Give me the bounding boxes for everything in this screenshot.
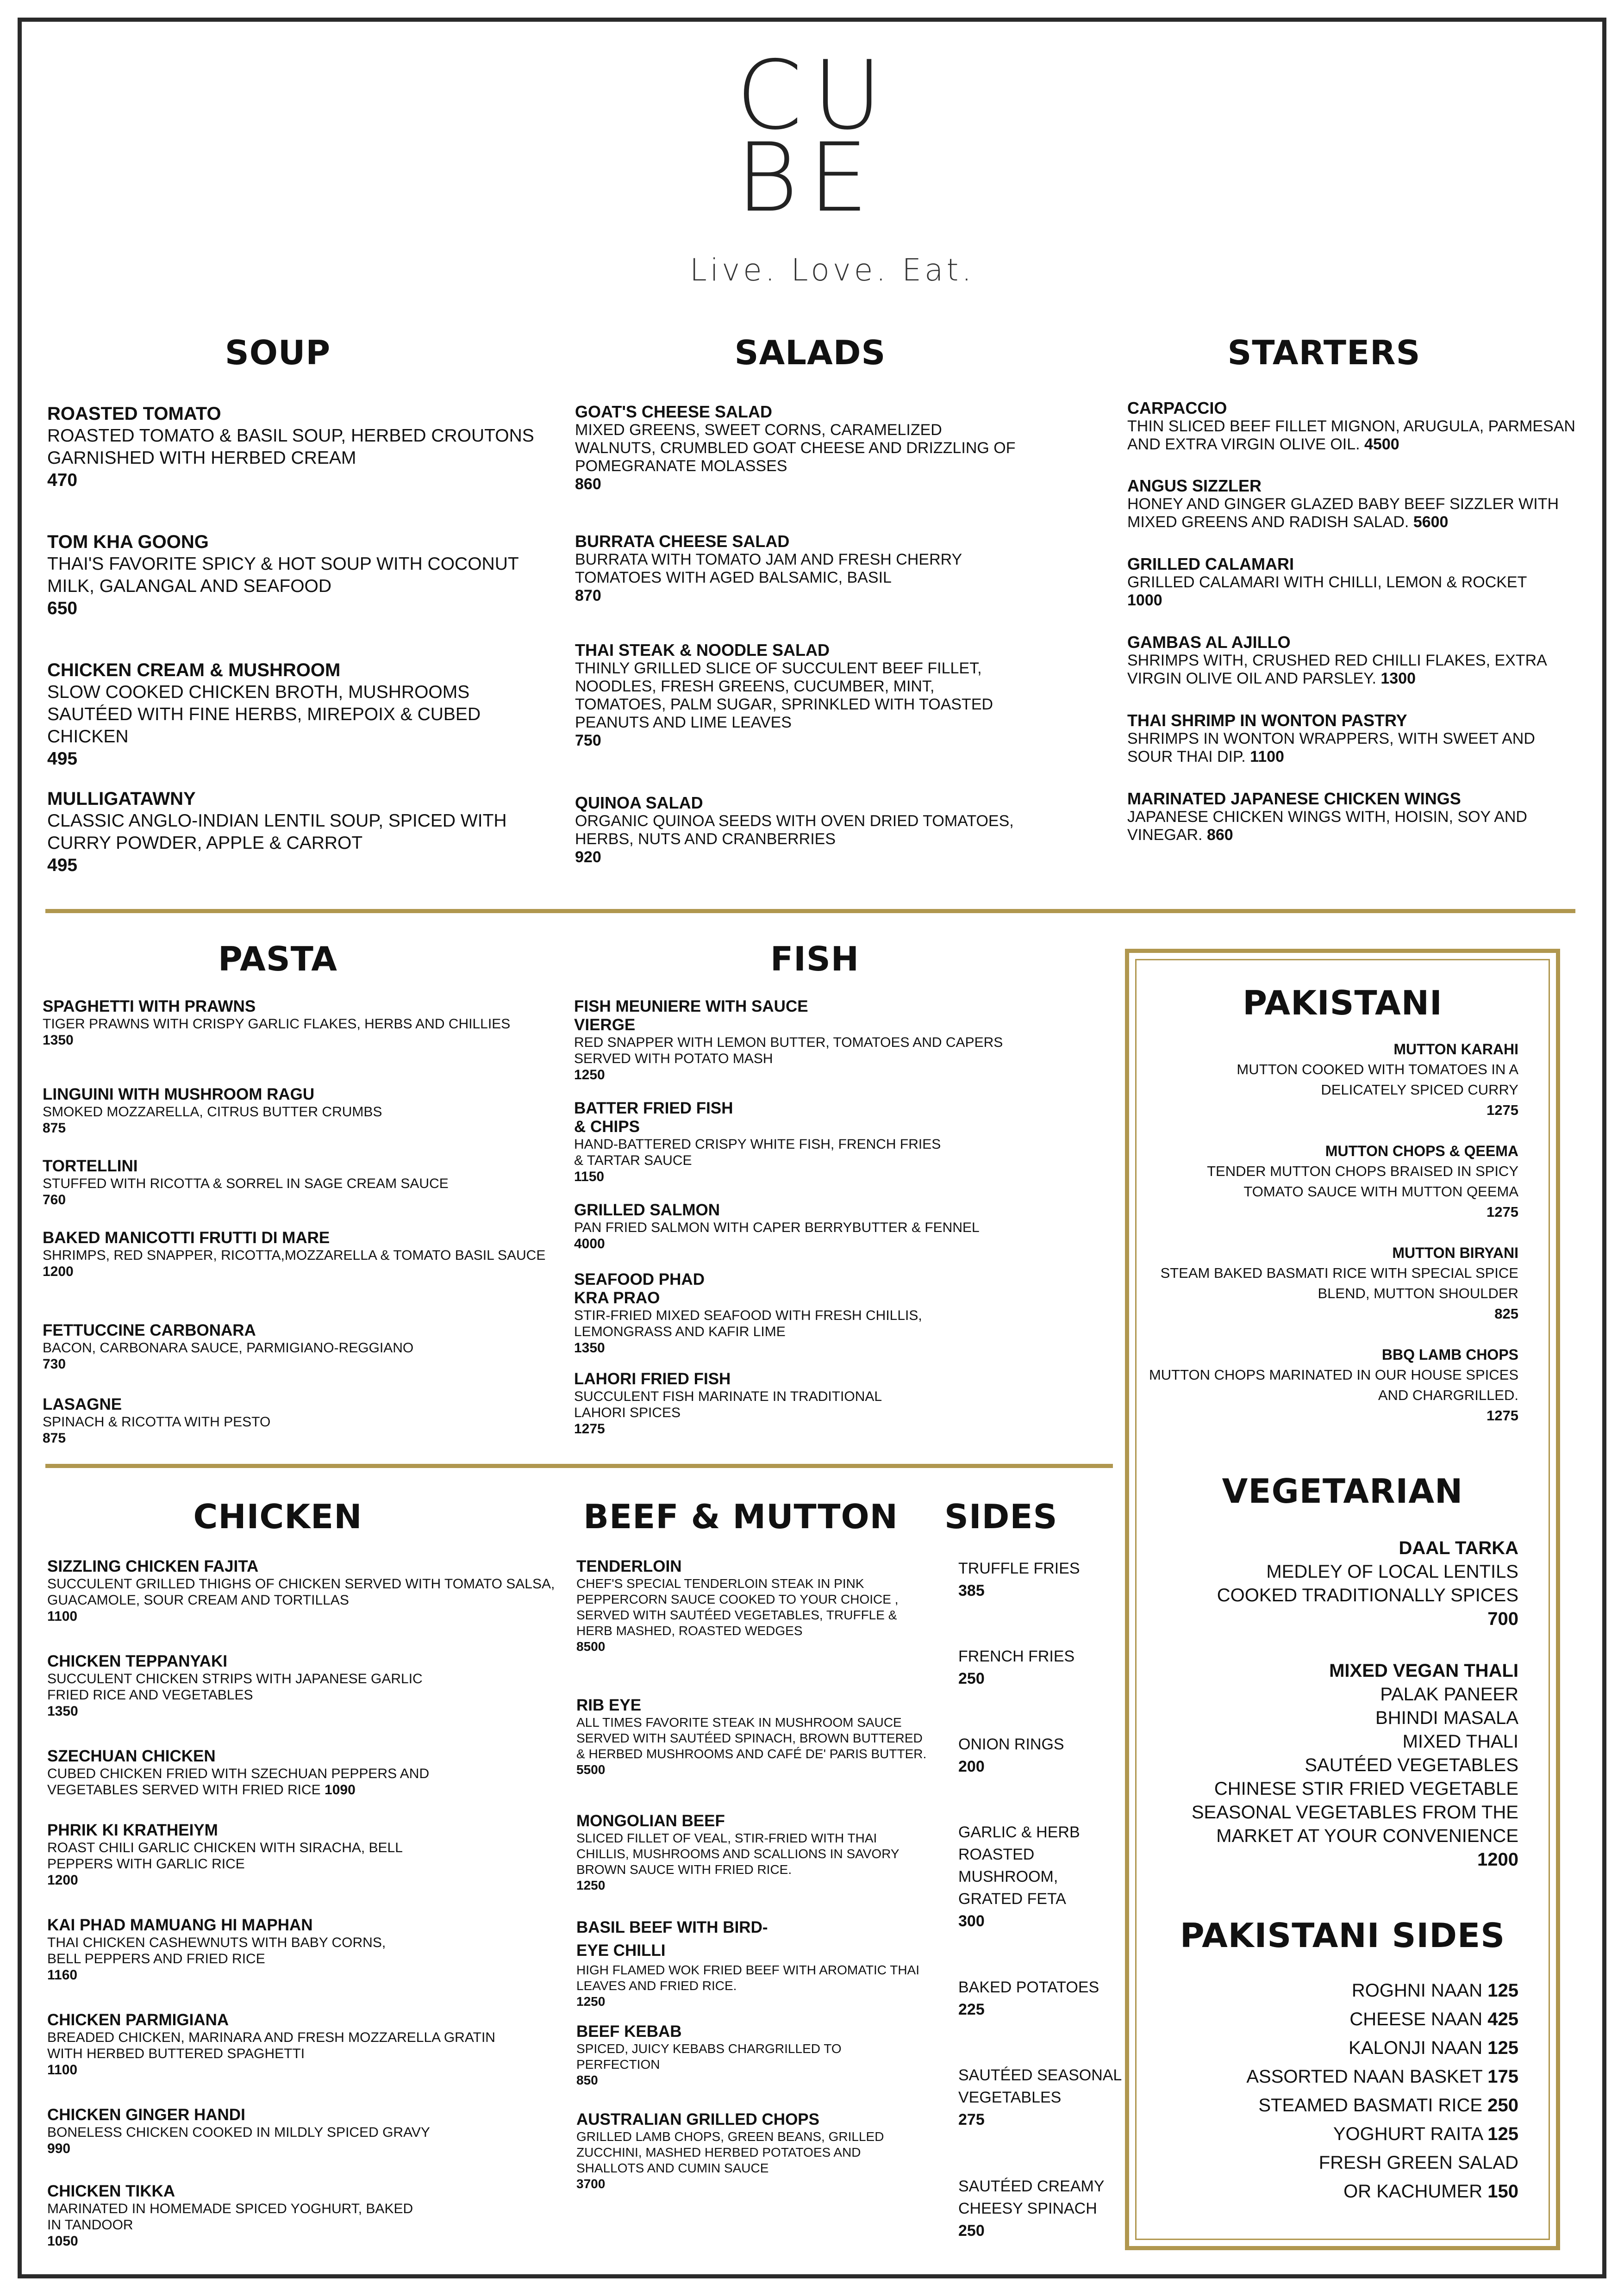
salad-item: GOAT'S CHEESE SALAD MIXED GREENS, SWEET CORNS, CARAMELIZED WALNUTS, CRUMBLED GOAT CHEESE AND DRIZZLING OF POMEGRANATE MOLASSES 860 bbox=[575, 402, 1016, 493]
pasta-item: LINGUINI WITH MUSHROOM RAGU SMOKED MOZZARELLA, CITRUS BUTTER CRUMBS 875 bbox=[43, 1085, 382, 1136]
fish-item: GRILLED SALMON PAN FRIED SALMON WITH CAPER BERRYBUTTER & FENNEL 4000 bbox=[574, 1201, 980, 1251]
soup-item: ROASTED TOMATO ROASTED TOMATO & BASIL SOUP, HERBED CROUTONS GARNISHED WITH HERBED CREAM 470 bbox=[47, 404, 534, 490]
fish-item: SEAFOOD PHAD KRA PRAO STIR-FRIED MIXED SEAFOOD WITH FRESH CHILLIS, LEMONGRASS AND KAFIR LIME 1350 bbox=[574, 1270, 922, 1356]
pakistani-side-row: STEAMED BASMATI RICE 250 bbox=[1258, 2095, 1518, 2116]
starter-item: GRILLED CALAMARI GRILLED CALAMARI WITH CHILLI, LEMON & ROCKET 1000 bbox=[1127, 554, 1527, 609]
chicken-item: CHICKEN PARMIGIANA BREADED CHICKEN, MARINARA AND FRESH MOZZARELLA GRATIN WITH HERBED BUTTERED SPAGHETTI 1100 bbox=[47, 2011, 495, 2078]
vegetarian-item-daal: DAAL TARKA MEDLEY OF LOCAL LENTILS COOKED TRADITIONALLY SPICES 700 bbox=[1217, 1538, 1518, 1629]
pakistani-item: BBQ LAMB CHOPS MUTTON CHOPS MARINATED IN OUR HOUSE SPICES AND CHARGRILLED. 1275 bbox=[1149, 1346, 1518, 1424]
chicken-item: KAI PHAD MAMUANG HI MAPHAN THAI CHICKEN CASHEWNUTS WITH BABY CORNS, BELL PEPPERS AND FRIED RICE 1160 bbox=[47, 1916, 386, 1983]
starter-item: ANGUS SIZZLER HONEY AND GINGER GLAZED BABY BEEF SIZZLER WITH MIXED GREENS AND RADISH SALAD. 5600 bbox=[1127, 476, 1559, 531]
side-item: SAUTÉED SEASONAL VEGETABLES 275 bbox=[958, 2066, 1122, 2128]
chicken-item: SIZZLING CHICKEN FAJITA SUCCULENT GRILLED THIGHS OF CHICKEN SERVED WITH TOMATO SALSA, GUACAMOLE, SOUR CREAM AND TORTILLAS 1100 bbox=[47, 1557, 555, 1624]
beef-mutton-item: AUSTRALIAN GRILLED CHOPS GRILLED LAMB CHOPS, GREEN BEANS, GRILLED ZUCCHINI, MASHED HERBED POTATOES AND SHALLOTS AND CUMIN SAUCE 3700 bbox=[576, 2110, 884, 2191]
pakistani-heading: PAKISTANI bbox=[1243, 983, 1443, 1022]
side-item: FRENCH FRIES 250 bbox=[958, 1648, 1075, 1687]
chicken-item: CHICKEN TEPPANYAKI SUCCULENT CHICKEN STRIPS WITH JAPANESE GARLIC FRIED RICE AND VEGETABLES 1350 bbox=[47, 1652, 423, 1719]
beef-mutton-item: BASIL BEEF WITH BIRD-EYE CHILLI HIGH FLAMED WOK FRIED BEEF WITH AROMATIC THAI LEAVES AND FRIED RICE. 1250 bbox=[576, 1918, 920, 2009]
logo-line-1: CU bbox=[736, 41, 893, 151]
pakistani-side-row: OR KACHUMER 150 bbox=[1343, 2181, 1518, 2202]
sides-heading: SIDES bbox=[944, 1497, 1058, 1536]
beef-mutton-item: MONGOLIAN BEEF SLICED FILLET OF VEAL, STIR-FRIED WITH THAI CHILLIS, MUSHROOMS AND SCALLIONS IN SAVORY BROWN SAUCE WITH FRIED RICE. 1250 bbox=[576, 1812, 899, 1892]
pakistani-side-row: YOGHURT RAITA 125 bbox=[1333, 2124, 1518, 2144]
chicken-item: PHRIK KI KRATHEIYM ROAST CHILI GARLIC CHICKEN WITH SIRACHA, BELL PEPPERS WITH GARLIC RICE 1200 bbox=[47, 1821, 402, 1888]
pasta-item: SPAGHETTI WITH PRAWNS TIGER PRAWNS WITH CRISPY GARLIC FLAKES, HERBS AND CHILLIES 1350 bbox=[43, 997, 511, 1048]
soup-heading: SOUP bbox=[225, 333, 331, 372]
starter-item: THAI SHRIMP IN WONTON PASTRY SHRIMPS IN WONTON WRAPPERS, WITH SWEET AND SOUR THAI DIP. 1100 bbox=[1127, 711, 1535, 765]
beef-mutton-item: BEEF KEBAB SPICED, JUICY KEBABS CHARGRILLED TO PERFECTION 850 bbox=[576, 2022, 842, 2087]
pakistani-side-row: ROGHNI NAAN 125 bbox=[1351, 1980, 1518, 2001]
salads-heading: SALADS bbox=[734, 333, 886, 372]
side-item: GARLIC & HERB ROASTED MUSHROOM, GRATED FETA 300 bbox=[958, 1823, 1080, 1930]
chicken-item: SZECHUAN CHICKEN CUBED CHICKEN FRIED WITH SZECHUAN PEPPERS AND VEGETABLES SERVED WITH FRIED RICE 1090 bbox=[47, 1747, 430, 1798]
pasta-item: BAKED MANICOTTI FRUTTI DI MARE SHRIMPS, RED SNAPPER, RICOTTA,MOZZARELLA & TOMATO BASIL SAUCE 1200 bbox=[43, 1229, 546, 1279]
chicken-item: CHICKEN GINGER HANDI BONELESS CHICKEN COOKED IN MILDLY SPICED GRAVY 990 bbox=[47, 2106, 430, 2156]
divider-middle bbox=[45, 1464, 1113, 1468]
pasta-item: LASAGNE SPINACH & RICOTTA WITH PESTO 875 bbox=[43, 1395, 271, 1446]
pasta-heading: PASTA bbox=[218, 940, 337, 978]
beef-mutton-item: TENDERLOIN CHEF'S SPECIAL TENDERLOIN STEAK IN PINK PEPPERCORN SAUCE COOKED TO YOUR CHOICE , SERVED WITH SAUTÉED VEGETABLES, TRUFFLE & HERB MASHED, ROASTED WEDGES 8500 bbox=[576, 1557, 899, 1654]
chicken-item: CHICKEN TIKKA MARINATED IN HOMEMADE SPICED YOGHURT, BAKED IN TANDOOR 1050 bbox=[47, 2182, 413, 2249]
starter-item: MARINATED JAPANESE CHICKEN WINGS JAPANESE CHICKEN WINGS WITH, HOISIN, SOY AND VINEGAR. 860 bbox=[1127, 789, 1527, 844]
salad-item: THAI STEAK & NOODLE SALAD THINLY GRILLED SLICE OF SUCCULENT BEEF FILLET, NOODLES, FRESH GREENS, CUCUMBER, MINT, TOMATOES, PALM SUGAR, SPRINKLED WITH TOASTED PEANUTS AND LIME LEAVES 750 bbox=[575, 641, 993, 749]
pakistani-sides-list bbox=[1148, 1976, 1518, 2206]
side-item: BAKED POTATOES 225 bbox=[958, 1979, 1099, 2018]
brand-logo bbox=[736, 41, 893, 233]
fish-heading: FISH bbox=[770, 940, 860, 978]
soup-item: TOM KHA GOONG THAI'S FAVORITE SPICY & HOT SOUP WITH COCONUT MILK, GALANGAL AND SEAFOOD 650 bbox=[47, 532, 518, 618]
beef-mutton-item: RIB EYE ALL TIMES FAVORITE STEAK IN MUSHROOM SAUCE SERVED WITH SAUTÉED SPINACH, BROWN BUTTERED & HERBED MUSHROOMS AND CAFÉ DE' PARIS BUTTER. 5500 bbox=[576, 1696, 927, 1777]
starter-item: CARPACCIO THIN SLICED BEEF FILLET MIGNON, ARUGULA, PARMESAN AND EXTRA VIRGIN OLIVE OIL. 4500 bbox=[1127, 398, 1575, 453]
side-item: TRUFFLE FRIES 385 bbox=[958, 1560, 1080, 1599]
pakistani-item: MUTTON CHOPS & QEEMA TENDER MUTTON CHOPS BRAISED IN SPICY TOMATO SAUCE WITH MUTTON QEEMA 1275 bbox=[1207, 1143, 1518, 1220]
fish-item: LAHORI FRIED FISH SUCCULENT FISH MARINATE IN TRADITIONAL LAHORI SPICES 1275 bbox=[574, 1370, 881, 1437]
side-item: SAUTÉED CREAMY CHEESY SPINACH 250 bbox=[958, 2178, 1104, 2240]
chicken-heading: CHICKEN bbox=[193, 1497, 362, 1536]
soup-item: MULLIGATAWNY CLASSIC ANGLO-INDIAN LENTIL SOUP, SPICED WITH CURRY POWDER, APPLE & CARROT 495 bbox=[47, 789, 507, 875]
vegetarian-heading: VEGETARIAN bbox=[1222, 1472, 1463, 1511]
fish-item: BATTER FRIED FISH & CHIPS HAND-BATTERED CRISPY WHITE FISH, FRENCH FRIES & TARTAR SAUCE 1150 bbox=[574, 1099, 941, 1184]
starters-heading: STARTERS bbox=[1227, 333, 1421, 372]
logo-line-2: BE bbox=[736, 123, 879, 233]
divider-top bbox=[45, 909, 1575, 913]
pasta-item: FETTUCCINE CARBONARA BACON, CARBONARA SAUCE, PARMIGIANO-REGGIANO 730 bbox=[43, 1321, 414, 1372]
pakistani-sides-heading: PAKISTANI SIDES bbox=[1180, 1916, 1505, 1955]
beef-mutton-heading: BEEF & MUTTON bbox=[583, 1497, 898, 1536]
pakistani-side-row: CHEESE NAAN 425 bbox=[1349, 2009, 1518, 2029]
pakistani-item: MUTTON KARAHI MUTTON COOKED WITH TOMATOES IN A DELICATELY SPICED CURRY 1275 bbox=[1237, 1041, 1518, 1118]
salad-item: QUINOA SALAD ORGANIC QUINOA SEEDS WITH OVEN DRIED TOMATOES, HERBS, NUTS AND CRANBERRIES 920 bbox=[575, 793, 1014, 866]
pakistani-side-row: KALONJI NAAN 125 bbox=[1349, 2038, 1518, 2058]
vegetarian-item-thali: MIXED VEGAN THALI PALAK PANEER BHINDI MASALA MIXED THALI SAUTÉED VEGETABLES CHINESE STIR FRIED VEGETABLE SEASONAL VEGETABLES FROM THE MARKET AT YOUR CONVENIENCE 1200 bbox=[1191, 1661, 1518, 1870]
pakistani-item: MUTTON BIRYANI STEAM BAKED BASMATI RICE WITH SPECIAL SPICE BLEND, MUTTON SHOULDER 825 bbox=[1160, 1244, 1518, 1322]
pakistani-side-row: FRESH GREEN SALAD bbox=[1318, 2153, 1518, 2173]
fish-item: FISH MEUNIERE WITH SAUCE VIERGE RED SNAPPER WITH LEMON BUTTER, TOMATOES AND CAPERS SERVED WITH POTATO MASH 1250 bbox=[574, 997, 1003, 1083]
side-item: ONION RINGS 200 bbox=[958, 1736, 1064, 1775]
pasta-item: TORTELLINI STUFFED WITH RICOTTA & SORREL IN SAGE CREAM SAUCE 760 bbox=[43, 1157, 449, 1207]
pakistani-side-row: ASSORTED NAAN BASKET 175 bbox=[1246, 2066, 1518, 2087]
salad-item: BURRATA CHEESE SALAD BURRATA WITH TOMATO JAM AND FRESH CHERRY TOMATOES WITH AGED BALSAMIC, BASIL 870 bbox=[575, 532, 962, 604]
starter-item: GAMBAS AL AJILLO SHRIMPS WITH, CRUSHED RED CHILLI FLAKES, EXTRA VIRGIN OLIVE OIL AND PARSLEY. 1300 bbox=[1127, 633, 1546, 687]
brand-tagline: Live. Love. Eat. bbox=[690, 252, 975, 288]
soup-item: CHICKEN CREAM & MUSHROOM SLOW COOKED CHICKEN BROTH, MUSHROOMS SAUTÉED WITH FINE HERBS, MIREPOIX & CUBED CHICKEN 495 bbox=[47, 660, 481, 769]
